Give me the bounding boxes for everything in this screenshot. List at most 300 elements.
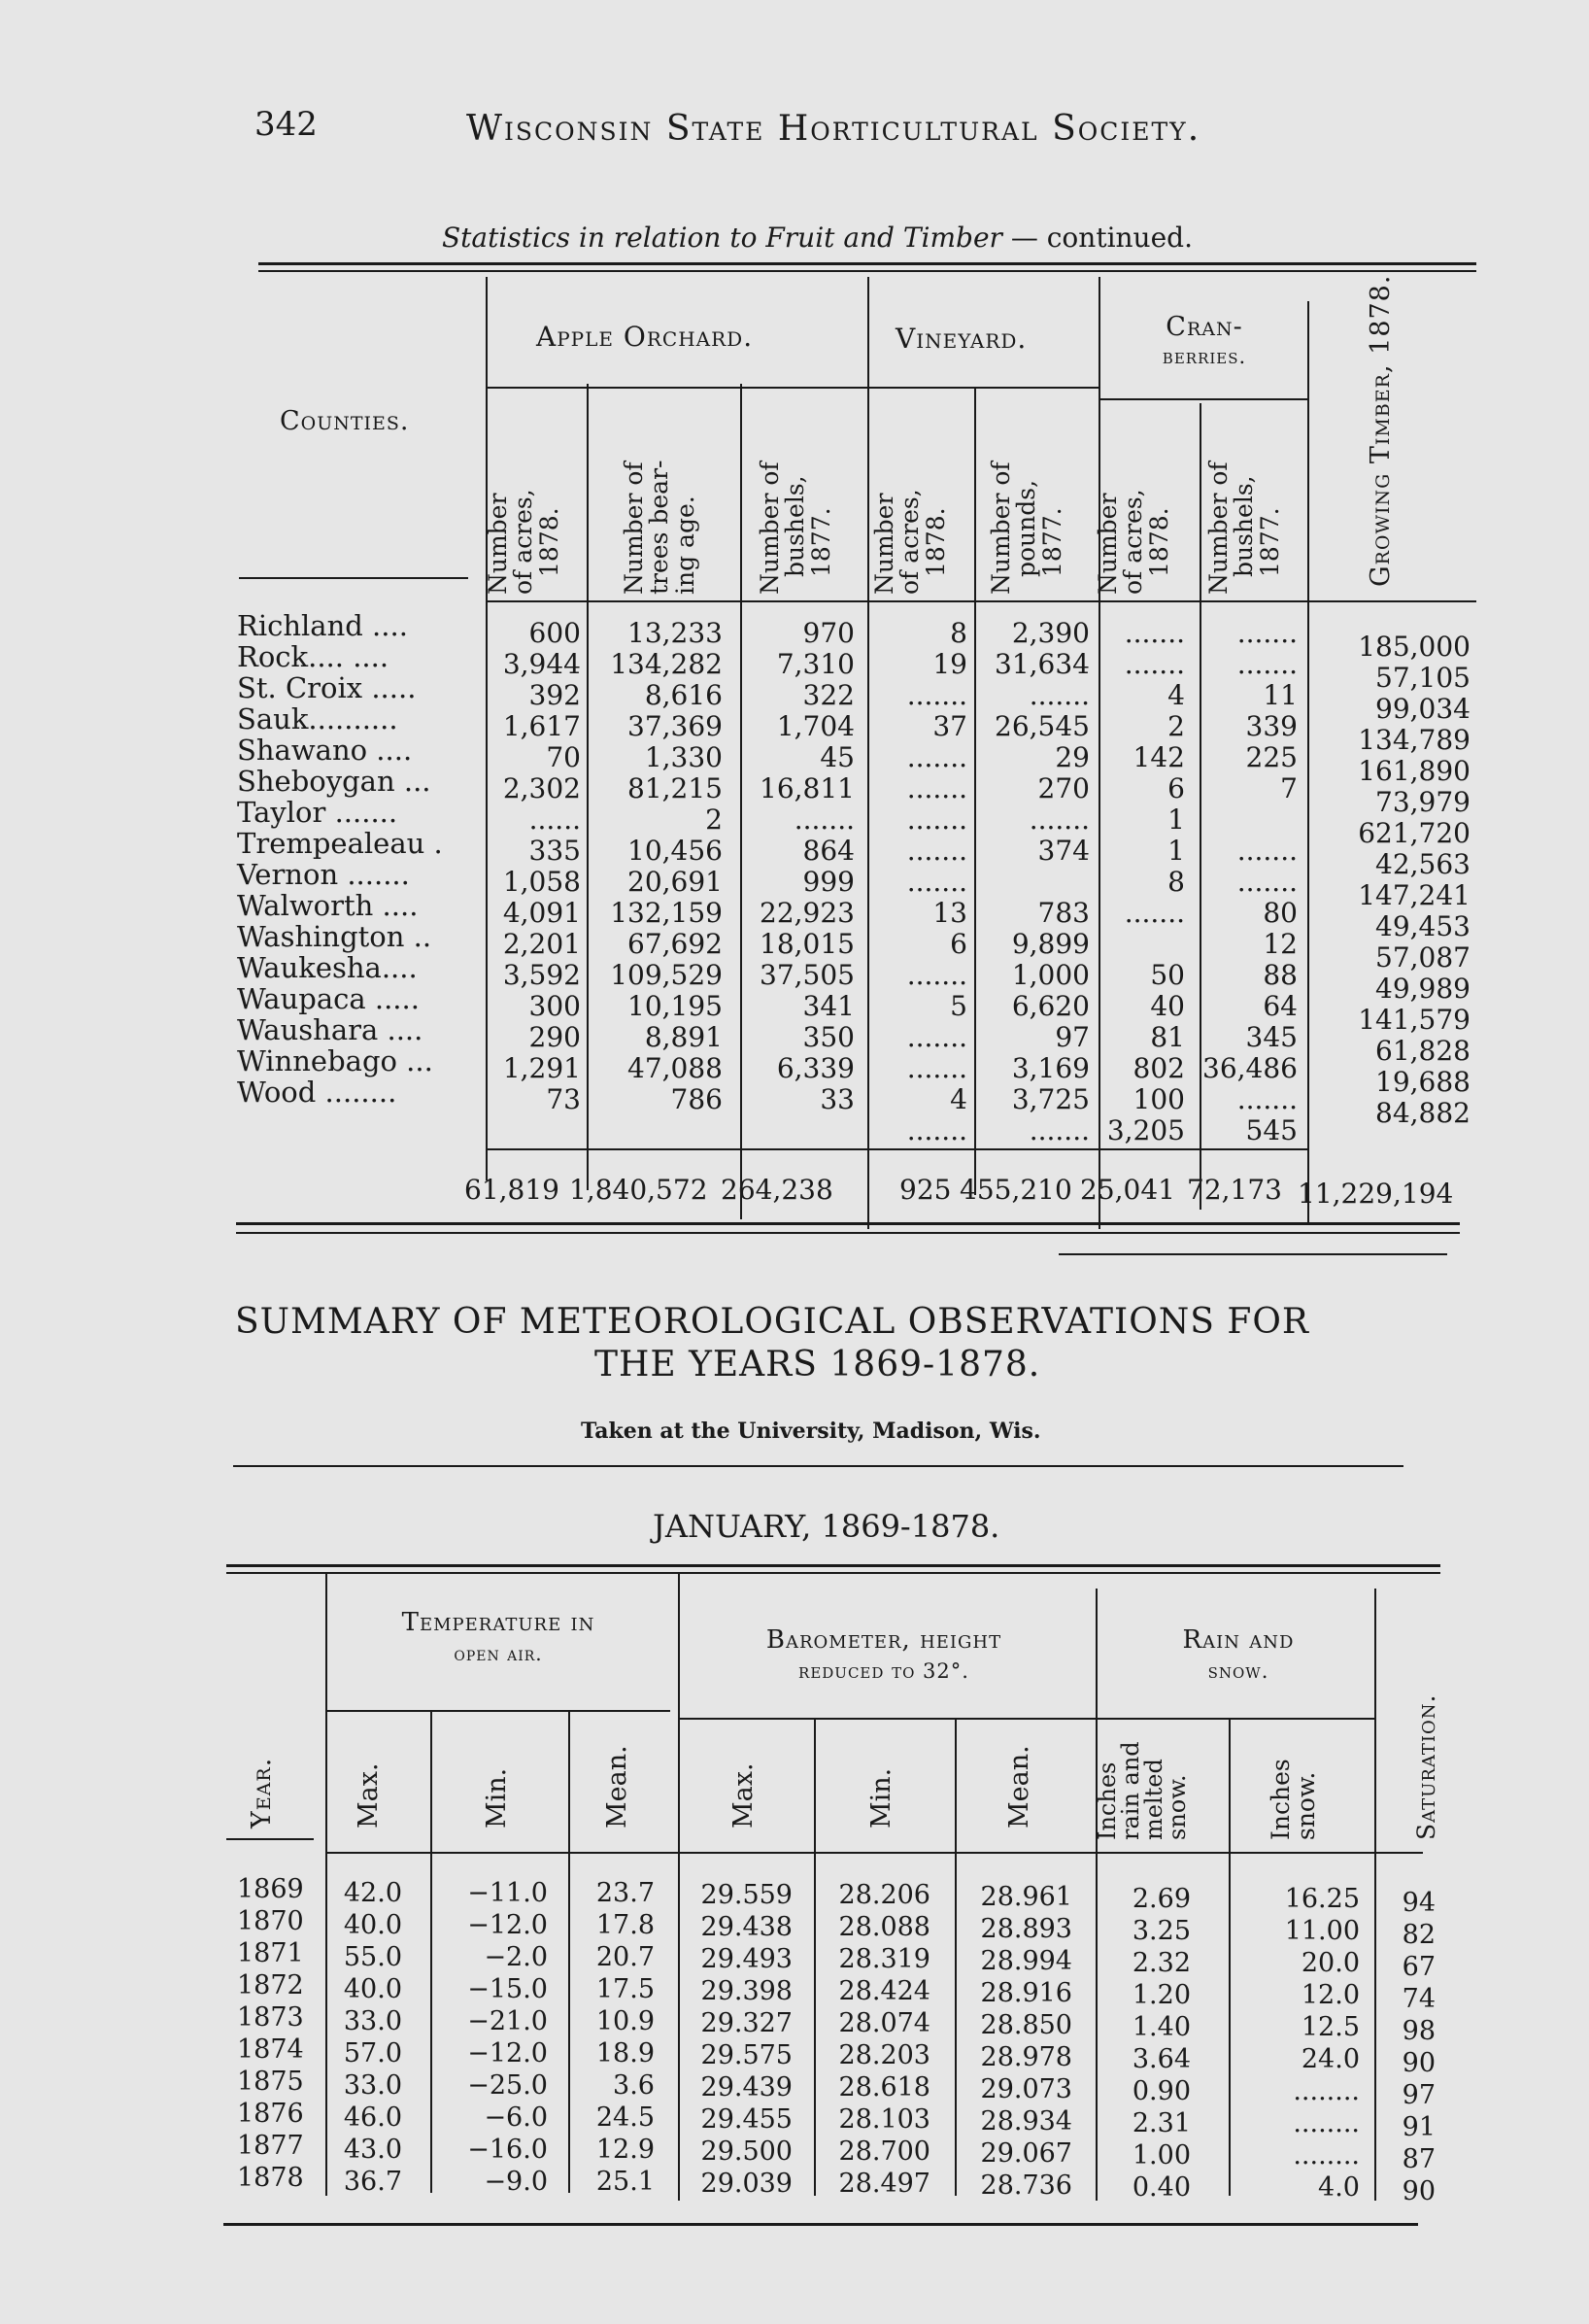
year-cell: 1876 — [237, 2099, 304, 2129]
table-cell: ....... — [906, 772, 967, 804]
table-cell: 29.398 — [700, 1976, 793, 2006]
table-cell: 94 — [1402, 1888, 1436, 1918]
table-cell: 29.493 — [700, 1944, 793, 1974]
counties-head-rule — [239, 577, 468, 579]
table-cell: ....... — [906, 803, 967, 836]
fruit-bottom-rule — [236, 1222, 1460, 1225]
table-cell: 1.40 — [1132, 2012, 1191, 2042]
subhead-line: 1877. — [806, 507, 835, 577]
table-cell: 350 — [802, 1021, 855, 1053]
baro-heading — [699, 1624, 1068, 1687]
table-cell: 97 — [1055, 1021, 1090, 1053]
baro-mean-head — [1006, 1745, 1033, 1828]
month-heading: JANUARY, 1869-1878. — [653, 1508, 1000, 1545]
table-cell: ....... — [906, 741, 967, 773]
table-cell: 3.64 — [1132, 2044, 1191, 2074]
table-cell: 786 — [670, 1083, 723, 1115]
cranberries-heading-line2: berries. — [1162, 345, 1247, 368]
met-bottom-rule — [223, 2223, 1418, 2226]
subhead-line: trees bear- — [645, 460, 674, 595]
subhead-line: Number — [1094, 493, 1122, 595]
table-cell: 37 — [932, 710, 967, 742]
table-cell: 42.0 — [343, 1878, 402, 1908]
table-cell: 185,000 — [1358, 631, 1471, 663]
subhead-line: Min. — [866, 1767, 896, 1828]
subhead-line: ing age. — [670, 496, 699, 595]
baro-max-head — [730, 1762, 758, 1828]
table-cell: 33.0 — [343, 2006, 402, 2036]
fruit-vline — [1307, 301, 1309, 1224]
table-cell: 24.5 — [595, 2102, 655, 2133]
year-head — [249, 1758, 276, 1828]
table-cell: −21.0 — [467, 2006, 548, 2036]
table-cell: 6,339 — [776, 1052, 855, 1084]
table-cell: 28.736 — [980, 2170, 1072, 2201]
table-cell: 7 — [1280, 772, 1298, 804]
table-cell: 134,789 — [1358, 724, 1471, 756]
saturation-col — [1403, 1887, 1436, 2207]
table-cell: 29.500 — [700, 2136, 793, 2167]
fruit-bottom-rule-2 — [236, 1232, 1460, 1234]
vine-pounds-col — [995, 618, 1090, 1146]
table-cell: 29.559 — [700, 1880, 793, 1910]
subhead-line: 1877. — [1255, 507, 1284, 577]
table-cell: 46.0 — [343, 2102, 402, 2133]
table-cell: ....... — [1124, 897, 1185, 929]
table-cell: 28.074 — [838, 2008, 930, 2038]
subhead-line: snow. — [1292, 1771, 1321, 1840]
temp-heading-line2: open air. — [454, 1642, 543, 1665]
table-cell: 322 — [802, 679, 855, 711]
subhead-line: Growing Timber, 1878. — [1366, 274, 1396, 587]
vine-acres-col — [907, 618, 967, 1146]
subhead-line: Inches — [1094, 1761, 1121, 1840]
table-cell: 29.439 — [700, 2072, 793, 2102]
table-cell: 0.40 — [1132, 2172, 1191, 2203]
table-cell: 28.319 — [838, 1944, 930, 1974]
table-cell: 3,725 — [1011, 1083, 1090, 1115]
table-cell: 4 — [950, 1083, 967, 1115]
apple-acres-head — [486, 489, 562, 595]
table-cell: 1,058 — [502, 866, 581, 898]
year-cell: 1875 — [237, 2067, 304, 2097]
year-cell: 1877 — [237, 2131, 304, 2161]
table-cell: 49,989 — [1375, 973, 1471, 1005]
table-cell: ....... — [1236, 617, 1298, 649]
year-cell: 1874 — [237, 2034, 304, 2065]
table-cell: 2.69 — [1132, 1884, 1191, 1914]
table-cell: −9.0 — [484, 2167, 548, 2197]
table-cell: 29 — [1055, 741, 1090, 773]
table-cell: −11.0 — [467, 1878, 548, 1908]
table-cell: 70 — [546, 741, 581, 773]
table-cell: 28.850 — [980, 2010, 1072, 2040]
table-cell: 783 — [1037, 897, 1090, 929]
table-cell: 20.7 — [595, 1942, 655, 1972]
table-cell: 28.206 — [838, 1880, 930, 1910]
table-cell: 13 — [932, 897, 967, 929]
county-name: Trempealeau . — [237, 827, 443, 860]
fruit-vline — [486, 277, 488, 1180]
table-cell: 64 — [1263, 990, 1298, 1022]
county-name: Rock.... .... — [237, 640, 389, 673]
year-cell: 1872 — [237, 1970, 304, 2000]
table-cell: 6 — [1167, 772, 1185, 804]
table-cell: 45 — [820, 741, 855, 773]
cranberries-heading — [1127, 313, 1282, 371]
rain-heading-line2: snow. — [1207, 1659, 1269, 1683]
table-cell: 24.0 — [1301, 2044, 1360, 2074]
table-cell — [995, 867, 1090, 898]
table-cell: 2,390 — [1011, 617, 1090, 649]
subhead-line: snow. — [1164, 1774, 1191, 1840]
met-top-rule — [226, 1564, 1440, 1567]
total-apple-trees: 1,840,572 — [569, 1174, 708, 1206]
met-title-line1: SUMMARY OF METEOROLOGICAL OBSERVATIONS FOR — [235, 1302, 1309, 1342]
fruit-top-rule — [258, 262, 1476, 265]
table-cell: ....... — [1236, 835, 1298, 867]
table-cell: 28.994 — [980, 1946, 1072, 1976]
cran-bushels-col — [1202, 618, 1298, 1146]
table-cell: 109,529 — [610, 959, 723, 991]
table-cell: 2,302 — [502, 772, 581, 804]
totals-rule — [486, 1148, 1307, 1150]
table-cell: 11.00 — [1284, 1916, 1360, 1946]
table-cell: 621,720 — [1358, 817, 1471, 849]
table-cell: 4,091 — [502, 897, 581, 929]
table-cell: −12.0 — [467, 2038, 548, 2068]
table-cell: 1,291 — [502, 1052, 581, 1084]
vineyard-heading: Vineyard. — [896, 323, 1028, 355]
fruit-vline — [867, 277, 869, 1229]
county-name: Wood ........ — [237, 1076, 397, 1109]
temp-group-rule — [325, 1710, 670, 1712]
subhead-line: Min. — [482, 1767, 512, 1828]
table-cell: 970 — [802, 617, 855, 649]
table-cell: 3,169 — [1011, 1052, 1090, 1084]
table-cell: 28.203 — [838, 2040, 930, 2070]
table-cell: ....... — [1029, 803, 1090, 836]
saturation-head — [1414, 1694, 1439, 1840]
table-cell — [1107, 929, 1185, 960]
table-cell: 57,087 — [1375, 941, 1471, 974]
table-cell: 49,453 — [1375, 910, 1471, 942]
year-cell: 1871 — [237, 1938, 304, 1968]
table-cell: −25.0 — [467, 2070, 548, 2101]
subhead-line: 1878. — [1144, 507, 1173, 577]
table-cell: 28.934 — [980, 2106, 1072, 2136]
table-cell: 57,105 — [1375, 662, 1471, 694]
fruit-vline — [587, 384, 589, 1190]
table-cell: 40.0 — [343, 1974, 402, 2004]
temp-heading-line1: Temperature in — [401, 1608, 595, 1637]
table-cell: 90 — [1402, 2048, 1436, 2078]
total-cran-acres: 25,041 — [1080, 1174, 1175, 1206]
apple-bushels-head — [758, 461, 834, 595]
subhead-line: Mean. — [1004, 1745, 1034, 1828]
table-cell: 55.0 — [343, 1942, 402, 1972]
table-cell: ....... — [906, 679, 967, 711]
subhead-line: bushels, — [781, 475, 810, 577]
subhead-line: Max. — [354, 1762, 384, 1828]
baro-heading-line2: reduced to 32°. — [798, 1659, 969, 1683]
table-cell: 40 — [1150, 990, 1185, 1022]
table-cell: 10,456 — [627, 835, 723, 867]
subhead-line: Number of — [1204, 461, 1233, 595]
table-cell: 1 — [1167, 803, 1185, 836]
fruit-vline — [1099, 277, 1100, 1229]
table-cell: 28.618 — [838, 2072, 930, 2102]
total-timber: 11,229,194 — [1298, 1178, 1454, 1210]
table-cell: ....... — [906, 1114, 967, 1146]
table-cell: 87 — [1402, 2144, 1436, 2174]
temp-max-col — [344, 1877, 402, 2198]
table-cell: 10,195 — [627, 990, 723, 1022]
subhead-line: pounds, — [1012, 479, 1041, 577]
vine-group-rule — [867, 387, 1099, 389]
table-cell: 2 — [1167, 710, 1185, 742]
apple-trees-head — [622, 461, 698, 595]
table-cell: 36,486 — [1202, 1052, 1298, 1084]
county-name: Washington .. — [237, 920, 432, 953]
table-cell: 0.90 — [1132, 2076, 1191, 2106]
fruit-caption-main: Statistics in relation to Fruit and Timber — [442, 222, 1002, 254]
apple-trees-col — [610, 618, 723, 1115]
table-cell: 335 — [528, 835, 581, 867]
table-cell: 3,592 — [502, 959, 581, 991]
county-name: Winnebago ... — [237, 1044, 433, 1077]
table-cell: 270 — [1037, 772, 1090, 804]
table-cell: 339 — [1245, 710, 1298, 742]
fruit-vline — [1200, 403, 1201, 1210]
total-vine-acres: 925 — [899, 1174, 952, 1206]
table-cell: ........ — [1293, 2076, 1360, 2106]
table-cell — [1202, 804, 1298, 836]
table-cell: 73,979 — [1375, 786, 1471, 818]
table-cell: 225 — [1245, 741, 1298, 773]
apple-group-rule — [486, 387, 867, 389]
table-cell: ....... — [1029, 679, 1090, 711]
subhead-line: 1878. — [534, 507, 563, 577]
cran-bushels-head — [1206, 461, 1283, 595]
table-cell: 37,369 — [627, 710, 723, 742]
table-cell: 37,505 — [760, 959, 855, 991]
table-cell: 134,282 — [610, 648, 723, 680]
table-cell: 290 — [528, 1021, 581, 1053]
table-cell: 98 — [1402, 2016, 1436, 2046]
table-cell: ...... — [528, 803, 581, 836]
rain-heading-line1: Rain and — [1182, 1625, 1295, 1655]
table-cell: 7,310 — [776, 648, 855, 680]
table-cell: 29.073 — [980, 2074, 1072, 2104]
table-cell: −16.0 — [467, 2135, 548, 2165]
table-cell: 12.0 — [1301, 1980, 1360, 2010]
table-cell: ........ — [1293, 2140, 1360, 2170]
met-vline — [1096, 1589, 1098, 2201]
table-cell: 81,215 — [627, 772, 723, 804]
fruit-vline — [974, 389, 976, 1195]
table-cell: ....... — [906, 835, 967, 867]
table-cell: 97 — [1402, 2080, 1436, 2110]
table-cell: ........ — [1293, 2108, 1360, 2138]
table-cell: 4.0 — [1318, 2172, 1360, 2203]
table-cell: 1,330 — [644, 741, 723, 773]
subhead-line: Number of — [987, 461, 1015, 595]
table-cell: ....... — [794, 803, 855, 836]
table-cell: 33 — [820, 1083, 855, 1115]
cranberries-heading-line1: Cran- — [1166, 312, 1243, 342]
table-cell: ....... — [1124, 617, 1185, 649]
subhead-line: Max. — [728, 1762, 759, 1828]
table-cell: 147,241 — [1358, 879, 1471, 911]
baro-mean-col — [981, 1881, 1072, 2202]
table-cell: 1,000 — [1011, 959, 1090, 991]
county-name: St. Croix ..... — [237, 671, 417, 704]
table-cell: ....... — [1236, 648, 1298, 680]
table-cell: 28.424 — [838, 1976, 930, 2006]
met-title-rule — [233, 1465, 1403, 1467]
subhead-line: Inches — [1267, 1759, 1295, 1840]
table-cell: 142 — [1133, 741, 1185, 773]
page-number: 342 — [254, 105, 318, 144]
baro-min-head — [868, 1768, 896, 1828]
met-vline — [325, 1574, 327, 2196]
table-cell: 10.9 — [595, 2006, 655, 2036]
year-col — [237, 1873, 304, 2194]
subhead-line: 1878. — [921, 507, 950, 577]
rain-inches-head — [1096, 1741, 1189, 1840]
data-head-rule — [486, 600, 1476, 602]
subhead-line: 1877. — [1037, 507, 1066, 577]
table-cell: 12.9 — [595, 2135, 655, 2165]
table-cell: 25.1 — [595, 2167, 655, 2197]
subhead-line: of acres, — [509, 489, 538, 595]
met-head-rule — [325, 1852, 1423, 1854]
county-name: Richland .... — [237, 609, 408, 642]
county-name: Waupaca ..... — [237, 982, 420, 1015]
total-apple-acres: 61,819 — [464, 1174, 559, 1206]
table-cell: 33.0 — [343, 2070, 402, 2101]
table-cell: 42,563 — [1375, 848, 1471, 880]
table-cell: 864 — [802, 835, 855, 867]
table-cell: 26,545 — [995, 710, 1090, 742]
met-vline — [568, 1712, 570, 2193]
table-cell: 19 — [932, 648, 967, 680]
table-cell: 999 — [802, 866, 855, 898]
table-cell: 8,891 — [644, 1021, 723, 1053]
table-cell: 161,890 — [1358, 755, 1471, 787]
apple-orchard-heading: Apple Orchard. — [536, 321, 754, 353]
table-cell: 19,688 — [1375, 1066, 1471, 1098]
table-cell: 88 — [1263, 959, 1298, 991]
temp-mean-head — [604, 1745, 631, 1828]
table-cell: 9,899 — [1011, 928, 1090, 960]
counties-heading: Counties. — [280, 406, 410, 436]
rain-heading — [1117, 1624, 1360, 1687]
table-cell: 47,088 — [627, 1052, 723, 1084]
timber-col — [1358, 632, 1471, 1129]
table-cell: 12 — [1263, 928, 1298, 960]
table-cell: 84,882 — [1375, 1097, 1471, 1129]
table-cell: 28.700 — [838, 2136, 930, 2167]
table-cell: 16,811 — [760, 772, 855, 804]
table-cell: 13,233 — [627, 617, 723, 649]
table-cell: 1.00 — [1132, 2140, 1191, 2170]
county-name: Walworth .... — [237, 889, 419, 922]
year-cell: 1870 — [237, 1906, 304, 1936]
table-cell: 300 — [528, 990, 581, 1022]
subhead-line: Number of — [756, 461, 784, 595]
cran-acres-col — [1107, 618, 1185, 1146]
table-cell: −6.0 — [484, 2102, 548, 2133]
table-cell: 6,620 — [1011, 990, 1090, 1022]
table-cell: 4 — [1167, 679, 1185, 711]
subhead-line: of acres, — [896, 489, 925, 595]
snow-col — [1285, 1883, 1360, 2204]
table-cell: 12.5 — [1301, 2012, 1360, 2042]
table-cell: 50 — [1150, 959, 1185, 991]
table-cell: 802 — [1133, 1052, 1185, 1084]
subhead-line: Number — [484, 493, 512, 595]
rain-group-rule — [1096, 1718, 1374, 1720]
table-cell: 345 — [1245, 1021, 1298, 1053]
table-cell: ....... — [1029, 1114, 1090, 1146]
table-cell: 67 — [1402, 1952, 1436, 1982]
apple-bushels-col — [760, 618, 855, 1115]
met-vline — [955, 1720, 957, 2196]
table-cell: 11 — [1263, 679, 1298, 711]
table-cell: 132,159 — [610, 897, 723, 929]
table-cell: 2.31 — [1132, 2108, 1191, 2138]
temp-max-head — [355, 1762, 383, 1828]
table-cell: 23.7 — [595, 1878, 655, 1908]
table-cell: 91 — [1402, 2112, 1436, 2142]
met-top-rule-2 — [226, 1572, 1440, 1574]
total-apple-bushels: 264,238 — [721, 1174, 833, 1206]
year-head-rule — [226, 1838, 314, 1840]
fruit-top-rule-2 — [258, 270, 1476, 272]
temp-mean-col — [596, 1877, 655, 2198]
table-cell: 29.575 — [700, 2040, 793, 2070]
table-cell: 392 — [528, 679, 581, 711]
table-cell: 8,616 — [644, 679, 723, 711]
table-cell: ....... — [906, 959, 967, 991]
total-cran-bushels: 72,173 — [1187, 1174, 1282, 1206]
table-cell: 8 — [950, 617, 967, 649]
vine-acres-head — [872, 489, 949, 595]
baro-max-col — [701, 1879, 793, 2200]
table-cell: 141,579 — [1358, 1004, 1471, 1036]
table-cell: ....... — [1236, 866, 1298, 898]
met-vline — [814, 1720, 816, 2196]
table-cell: 374 — [1037, 835, 1090, 867]
met-vline — [430, 1712, 432, 2193]
table-cell: ....... — [906, 866, 967, 898]
subhead-line: Year. — [247, 1757, 277, 1828]
table-cell: 29.039 — [700, 2169, 793, 2199]
running-head: Wisconsin State Horticultural Society. — [466, 109, 1201, 149]
county-name: Taylor ....... — [237, 796, 398, 829]
subhead-line: Number of — [620, 461, 648, 595]
table-cell: 18.9 — [595, 2038, 655, 2068]
table-cell: 28.916 — [980, 1978, 1072, 2008]
subhead-line: melted — [1140, 1759, 1167, 1840]
table-cell: 22,923 — [760, 897, 855, 929]
table-cell: 73 — [546, 1083, 581, 1115]
table-cell: 341 — [802, 990, 855, 1022]
baro-heading-line1: Barometer, height — [765, 1625, 1002, 1655]
county-name: Sauk.......... — [237, 702, 398, 735]
